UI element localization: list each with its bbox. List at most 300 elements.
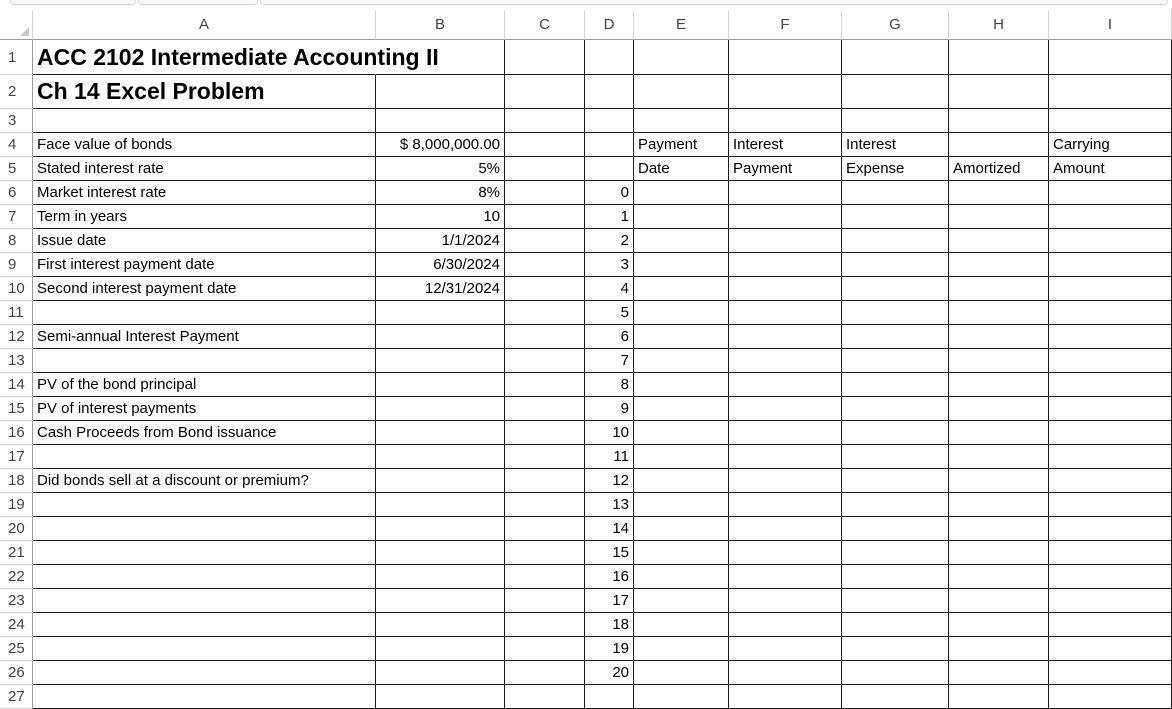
cell-i3[interactable]: [1049, 109, 1172, 133]
cell-g15[interactable]: [842, 397, 949, 421]
cell-f2[interactable]: [729, 75, 842, 109]
cell-b15[interactable]: [376, 397, 505, 421]
cell-d22[interactable]: [585, 565, 634, 589]
cell-c2[interactable]: [505, 75, 585, 109]
cell-f21[interactable]: [729, 541, 842, 565]
column-header-f[interactable]: F: [729, 10, 842, 40]
cell-h9[interactable]: [949, 253, 1049, 277]
cell-b21[interactable]: [376, 541, 505, 565]
cell-f14[interactable]: [729, 373, 842, 397]
cell-d24[interactable]: [585, 613, 634, 637]
cell-e3[interactable]: [634, 109, 729, 133]
row-header-26[interactable]: 26: [0, 661, 33, 685]
cell-b10[interactable]: [376, 277, 505, 301]
cell-e7[interactable]: [634, 205, 729, 229]
cell-d14[interactable]: [585, 373, 634, 397]
cell-h10[interactable]: [949, 277, 1049, 301]
cell-g14[interactable]: [842, 373, 949, 397]
cell-f4[interactable]: [729, 133, 842, 157]
cell-g10[interactable]: [842, 277, 949, 301]
column-header-g[interactable]: G: [842, 10, 949, 40]
cell-b5[interactable]: [376, 157, 505, 181]
cell-c13[interactable]: [505, 349, 585, 373]
cell-i8[interactable]: [1049, 229, 1172, 253]
cell-e18[interactable]: [634, 469, 729, 493]
cell-h8[interactable]: [949, 229, 1049, 253]
cell-e19[interactable]: [634, 493, 729, 517]
cell-b25[interactable]: [376, 637, 505, 661]
cell-i13[interactable]: [1049, 349, 1172, 373]
cell-g6[interactable]: [842, 181, 949, 205]
cell-a9[interactable]: [33, 253, 376, 277]
cell-i26[interactable]: [1049, 661, 1172, 685]
cell-a13[interactable]: [33, 349, 376, 373]
cell-e2[interactable]: [634, 75, 729, 109]
cell-d16[interactable]: [585, 421, 634, 445]
cell-text: Amount: [1053, 160, 1105, 177]
cell-b4[interactable]: [376, 133, 505, 157]
cell-i25[interactable]: [1049, 637, 1172, 661]
cell-b2[interactable]: [376, 75, 505, 109]
cell-d2[interactable]: [585, 75, 634, 109]
cell-g4[interactable]: [842, 133, 949, 157]
cell-a8[interactable]: [33, 229, 376, 253]
row-header-9[interactable]: 9: [0, 253, 33, 277]
cell-f19[interactable]: [729, 493, 842, 517]
cell-h27[interactable]: [949, 685, 1049, 709]
row-header-11[interactable]: 11: [0, 301, 33, 325]
cell-c8[interactable]: [505, 229, 585, 253]
cell-i10[interactable]: [1049, 277, 1172, 301]
cell-i2[interactable]: [1049, 75, 1172, 109]
cell-text: 2: [620, 232, 629, 249]
cell-f20[interactable]: [729, 517, 842, 541]
row-header-19[interactable]: 19: [0, 493, 33, 517]
top-tab[interactable]: [10, 0, 136, 5]
cell-c18[interactable]: [505, 469, 585, 493]
cell-b16[interactable]: [376, 421, 505, 445]
cell-g16[interactable]: [842, 421, 949, 445]
cell-g18[interactable]: [842, 469, 949, 493]
cell-i19[interactable]: [1049, 493, 1172, 517]
cell-d13[interactable]: [585, 349, 634, 373]
cell-i12[interactable]: [1049, 325, 1172, 349]
row-header-17[interactable]: 17: [0, 445, 33, 469]
cell-i5[interactable]: [1049, 157, 1172, 181]
cell-d10[interactable]: [585, 277, 634, 301]
cell-b12[interactable]: [376, 325, 505, 349]
row-header-7[interactable]: 7: [0, 205, 33, 229]
cell-g26[interactable]: [842, 661, 949, 685]
cell-h5[interactable]: [949, 157, 1049, 181]
cell-i14[interactable]: [1049, 373, 1172, 397]
cell-a26[interactable]: [33, 661, 376, 685]
cell-a10[interactable]: [33, 277, 376, 301]
cell-i4[interactable]: [1049, 133, 1172, 157]
cell-e23[interactable]: [634, 589, 729, 613]
row-header-14[interactable]: 14: [0, 373, 33, 397]
row-header-22[interactable]: 22: [0, 565, 33, 589]
cell-text: Face value of bonds: [37, 136, 173, 153]
cell-h13[interactable]: [949, 349, 1049, 373]
cell-g25[interactable]: [842, 637, 949, 661]
column-header-d[interactable]: D: [585, 10, 634, 40]
cell-g19[interactable]: [842, 493, 949, 517]
cell-e16[interactable]: [634, 421, 729, 445]
sheet-tab-strip: [0, 0, 1172, 10]
cell-i27[interactable]: [1049, 685, 1172, 709]
cell-f18[interactable]: [729, 469, 842, 493]
cell-i15[interactable]: [1049, 397, 1172, 421]
cell-e6[interactable]: [634, 181, 729, 205]
row-header-25[interactable]: 25: [0, 637, 33, 661]
cell-d20[interactable]: [585, 517, 634, 541]
cell-h15[interactable]: [949, 397, 1049, 421]
row-header-18[interactable]: 18: [0, 469, 33, 493]
cell-d23[interactable]: [585, 589, 634, 613]
row-header-1[interactable]: 1: [0, 40, 33, 75]
cell-e4[interactable]: [634, 133, 729, 157]
cell-a16[interactable]: [33, 421, 376, 445]
cell-g9[interactable]: [842, 253, 949, 277]
cell-h24[interactable]: [949, 613, 1049, 637]
cell-a18[interactable]: [33, 469, 376, 493]
cell-e15[interactable]: [634, 397, 729, 421]
cell-b22[interactable]: [376, 565, 505, 589]
cell-h3[interactable]: [949, 109, 1049, 133]
cell-text: 5%: [478, 160, 500, 177]
cell-b9[interactable]: [376, 253, 505, 277]
row-header-5[interactable]: 5: [0, 157, 33, 181]
cell-c5[interactable]: [505, 157, 585, 181]
cell-d18[interactable]: [585, 469, 634, 493]
cell-g27[interactable]: [842, 685, 949, 709]
cell-h7[interactable]: [949, 205, 1049, 229]
cell-c6[interactable]: [505, 181, 585, 205]
cell-f11[interactable]: [729, 301, 842, 325]
cell-a12[interactable]: [33, 325, 376, 349]
row-header-3[interactable]: 3: [0, 109, 33, 133]
cell-g21[interactable]: [842, 541, 949, 565]
cell-e26[interactable]: [634, 661, 729, 685]
spreadsheet-grid[interactable]: [0, 10, 1172, 705]
cell-f12[interactable]: [729, 325, 842, 349]
cell-g8[interactable]: [842, 229, 949, 253]
cell-h4[interactable]: [949, 133, 1049, 157]
cell-a22[interactable]: [33, 565, 376, 589]
cell-i9[interactable]: [1049, 253, 1172, 277]
cell-h6[interactable]: [949, 181, 1049, 205]
cell-f10[interactable]: [729, 277, 842, 301]
cell-a17[interactable]: [33, 445, 376, 469]
cell-d15[interactable]: [585, 397, 634, 421]
cell-g22[interactable]: [842, 565, 949, 589]
cell-a7[interactable]: [33, 205, 376, 229]
cell-d17[interactable]: [585, 445, 634, 469]
cell-c14[interactable]: [505, 373, 585, 397]
cell-g20[interactable]: [842, 517, 949, 541]
cell-e27[interactable]: [634, 685, 729, 709]
cell-e22[interactable]: [634, 565, 729, 589]
cell-text: $ 8,000,000.00: [399, 136, 500, 153]
cell-f15[interactable]: [729, 397, 842, 421]
row-header-21[interactable]: 21: [0, 541, 33, 565]
cell-a1[interactable]: [33, 40, 439, 75]
cell-g24[interactable]: [842, 613, 949, 637]
cell-h23[interactable]: [949, 589, 1049, 613]
cell-d3[interactable]: [585, 109, 634, 133]
column-header-b[interactable]: B: [376, 10, 505, 40]
cell-c11[interactable]: [505, 301, 585, 325]
cell-b6[interactable]: [376, 181, 505, 205]
cell-c26[interactable]: [505, 661, 585, 685]
cell-c27[interactable]: [505, 685, 585, 709]
cell-f9[interactable]: [729, 253, 842, 277]
cell-g2[interactable]: [842, 75, 949, 109]
cell-h16[interactable]: [949, 421, 1049, 445]
cell-d11[interactable]: [585, 301, 634, 325]
cell-i6[interactable]: [1049, 181, 1172, 205]
cell-d7[interactable]: [585, 205, 634, 229]
row-header-10[interactable]: 10: [0, 277, 33, 301]
cell-b13[interactable]: [376, 349, 505, 373]
cell-c22[interactable]: [505, 565, 585, 589]
cell-a19[interactable]: [33, 493, 376, 517]
cell-c10[interactable]: [505, 277, 585, 301]
cell-c20[interactable]: [505, 517, 585, 541]
cell-a15[interactable]: [33, 397, 376, 421]
row-header-23[interactable]: 23: [0, 589, 33, 613]
row-header-15[interactable]: 15: [0, 397, 33, 421]
cell-c4[interactable]: [505, 133, 585, 157]
cell-text: 20: [612, 664, 629, 681]
cell-i1[interactable]: [1049, 40, 1172, 75]
cell-e21[interactable]: [634, 541, 729, 565]
row-header-4[interactable]: 4: [0, 133, 33, 157]
cell-c3[interactable]: [505, 109, 585, 133]
cell-h14[interactable]: [949, 373, 1049, 397]
cell-c25[interactable]: [505, 637, 585, 661]
cell-b14[interactable]: [376, 373, 505, 397]
cell-d1[interactable]: [585, 40, 634, 75]
cell-e17[interactable]: [634, 445, 729, 469]
cell-c16[interactable]: [505, 421, 585, 445]
cell-text: ACC 2102 Intermediate Accounting II: [37, 43, 439, 70]
cell-f6[interactable]: [729, 181, 842, 205]
row-header-24[interactable]: 24: [0, 613, 33, 637]
cell-f8[interactable]: [729, 229, 842, 253]
cell-h1[interactable]: [949, 40, 1049, 75]
cell-text: 18: [612, 616, 629, 633]
cell-text: 8: [620, 376, 629, 393]
cell-f22[interactable]: [729, 565, 842, 589]
cell-g1[interactable]: [842, 40, 949, 75]
top-tab[interactable]: [138, 0, 258, 5]
cell-b27[interactable]: [376, 685, 505, 709]
cell-d27[interactable]: [585, 685, 634, 709]
cell-e12[interactable]: [634, 325, 729, 349]
cell-i16[interactable]: [1049, 421, 1172, 445]
cell-text: Term in years: [37, 208, 128, 225]
cell-d9[interactable]: [585, 253, 634, 277]
cell-b26[interactable]: [376, 661, 505, 685]
cell-i11[interactable]: [1049, 301, 1172, 325]
cell-h19[interactable]: [949, 493, 1049, 517]
row-header-16[interactable]: 16: [0, 421, 33, 445]
cell-i18[interactable]: [1049, 469, 1172, 493]
row-header-8[interactable]: 8: [0, 229, 33, 253]
cell-a11[interactable]: [33, 301, 376, 325]
cell-e24[interactable]: [634, 613, 729, 637]
row-header-12[interactable]: 12: [0, 325, 33, 349]
cell-g7[interactable]: [842, 205, 949, 229]
cell-i24[interactable]: [1049, 613, 1172, 637]
cell-f27[interactable]: [729, 685, 842, 709]
cell-c21[interactable]: [505, 541, 585, 565]
cell-f1[interactable]: [729, 40, 842, 75]
cell-c24[interactable]: [505, 613, 585, 637]
cell-d25[interactable]: [585, 637, 634, 661]
cell-g3[interactable]: [842, 109, 949, 133]
cell-i7[interactable]: [1049, 205, 1172, 229]
cell-text: 1: [620, 208, 629, 225]
cell-b7[interactable]: [376, 205, 505, 229]
cell-g5[interactable]: [842, 157, 949, 181]
cell-e1[interactable]: [634, 40, 729, 75]
cell-h18[interactable]: [949, 469, 1049, 493]
cell-text: Ch 14 Excel Problem: [37, 78, 265, 104]
cell-f24[interactable]: [729, 613, 842, 637]
cell-h25[interactable]: [949, 637, 1049, 661]
cell-c23[interactable]: [505, 589, 585, 613]
row-header-20[interactable]: 20: [0, 517, 33, 541]
cell-e20[interactable]: [634, 517, 729, 541]
cell-g11[interactable]: [842, 301, 949, 325]
cell-h26[interactable]: [949, 661, 1049, 685]
cell-e14[interactable]: [634, 373, 729, 397]
cell-c12[interactable]: [505, 325, 585, 349]
cell-h11[interactable]: [949, 301, 1049, 325]
cell-c19[interactable]: [505, 493, 585, 517]
cell-a5[interactable]: [33, 157, 376, 181]
cell-text: 16: [612, 568, 629, 585]
cell-c17[interactable]: [505, 445, 585, 469]
cell-h17[interactable]: [949, 445, 1049, 469]
cell-b11[interactable]: [376, 301, 505, 325]
cell-d21[interactable]: [585, 541, 634, 565]
row-header-6[interactable]: 6: [0, 181, 33, 205]
cell-b3[interactable]: [376, 109, 505, 133]
cell-e13[interactable]: [634, 349, 729, 373]
cell-a21[interactable]: [33, 541, 376, 565]
cell-e25[interactable]: [634, 637, 729, 661]
cell-d6[interactable]: [585, 181, 634, 205]
cell-f5[interactable]: [729, 157, 842, 181]
cell-i22[interactable]: [1049, 565, 1172, 589]
cell-d26[interactable]: [585, 661, 634, 685]
cell-d4[interactable]: [585, 133, 634, 157]
top-tab[interactable]: [260, 0, 1168, 5]
cell-text: Carrying: [1053, 136, 1110, 153]
cell-i20[interactable]: [1049, 517, 1172, 541]
cell-d8[interactable]: [585, 229, 634, 253]
column-header-i[interactable]: I: [1049, 10, 1172, 40]
cell-c7[interactable]: [505, 205, 585, 229]
cell-f23[interactable]: [729, 589, 842, 613]
cell-g13[interactable]: [842, 349, 949, 373]
cell-a4[interactable]: [33, 133, 376, 157]
cell-f25[interactable]: [729, 637, 842, 661]
cell-c1[interactable]: [505, 40, 585, 75]
row-header-2[interactable]: 2: [0, 75, 33, 109]
cell-c9[interactable]: [505, 253, 585, 277]
cell-g17[interactable]: [842, 445, 949, 469]
cell-a3[interactable]: [33, 109, 376, 133]
cell-b20[interactable]: [376, 517, 505, 541]
cell-h2[interactable]: [949, 75, 1049, 109]
cell-b23[interactable]: [376, 589, 505, 613]
cell-d5[interactable]: [585, 157, 634, 181]
cell-a25[interactable]: [33, 637, 376, 661]
cell-e9[interactable]: [634, 253, 729, 277]
cell-f13[interactable]: [729, 349, 842, 373]
column-header-a[interactable]: A: [33, 10, 376, 40]
cell-h20[interactable]: [949, 517, 1049, 541]
cell-f16[interactable]: [729, 421, 842, 445]
cell-e11[interactable]: [634, 301, 729, 325]
cell-b19[interactable]: [376, 493, 505, 517]
cell-d12[interactable]: [585, 325, 634, 349]
cell-b17[interactable]: [376, 445, 505, 469]
cell-f26[interactable]: [729, 661, 842, 685]
cell-i21[interactable]: [1049, 541, 1172, 565]
cell-a24[interactable]: [33, 613, 376, 637]
cell-f7[interactable]: [729, 205, 842, 229]
cell-f17[interactable]: [729, 445, 842, 469]
cell-a23[interactable]: [33, 589, 376, 613]
cell-g23[interactable]: [842, 589, 949, 613]
cell-g12[interactable]: [842, 325, 949, 349]
cell-f3[interactable]: [729, 109, 842, 133]
row-header-27[interactable]: 27: [0, 685, 33, 709]
cell-a2[interactable]: [33, 75, 376, 109]
cell-h22[interactable]: [949, 565, 1049, 589]
cell-b8[interactable]: [376, 229, 505, 253]
cell-a27[interactable]: [33, 685, 376, 709]
cell-h12[interactable]: [949, 325, 1049, 349]
cell-h21[interactable]: [949, 541, 1049, 565]
cell-d19[interactable]: [585, 493, 634, 517]
cell-i17[interactable]: [1049, 445, 1172, 469]
column-header-h[interactable]: H: [949, 10, 1049, 40]
cell-a20[interactable]: [33, 517, 376, 541]
cell-text: 9: [620, 400, 629, 417]
cell-c15[interactable]: [505, 397, 585, 421]
cell-e8[interactable]: [634, 229, 729, 253]
cell-e5[interactable]: [634, 157, 729, 181]
cell-a14[interactable]: [33, 373, 376, 397]
column-header-c[interactable]: C: [505, 10, 585, 40]
cell-b24[interactable]: [376, 613, 505, 637]
cell-a6[interactable]: [33, 181, 376, 205]
select-all-corner[interactable]: [0, 10, 33, 40]
column-header-e[interactable]: E: [634, 10, 729, 40]
cell-text: 10: [612, 424, 629, 441]
row-header-13[interactable]: 13: [0, 349, 33, 373]
cell-b18[interactable]: [376, 469, 505, 493]
cell-i23[interactable]: [1049, 589, 1172, 613]
cell-e10[interactable]: [634, 277, 729, 301]
